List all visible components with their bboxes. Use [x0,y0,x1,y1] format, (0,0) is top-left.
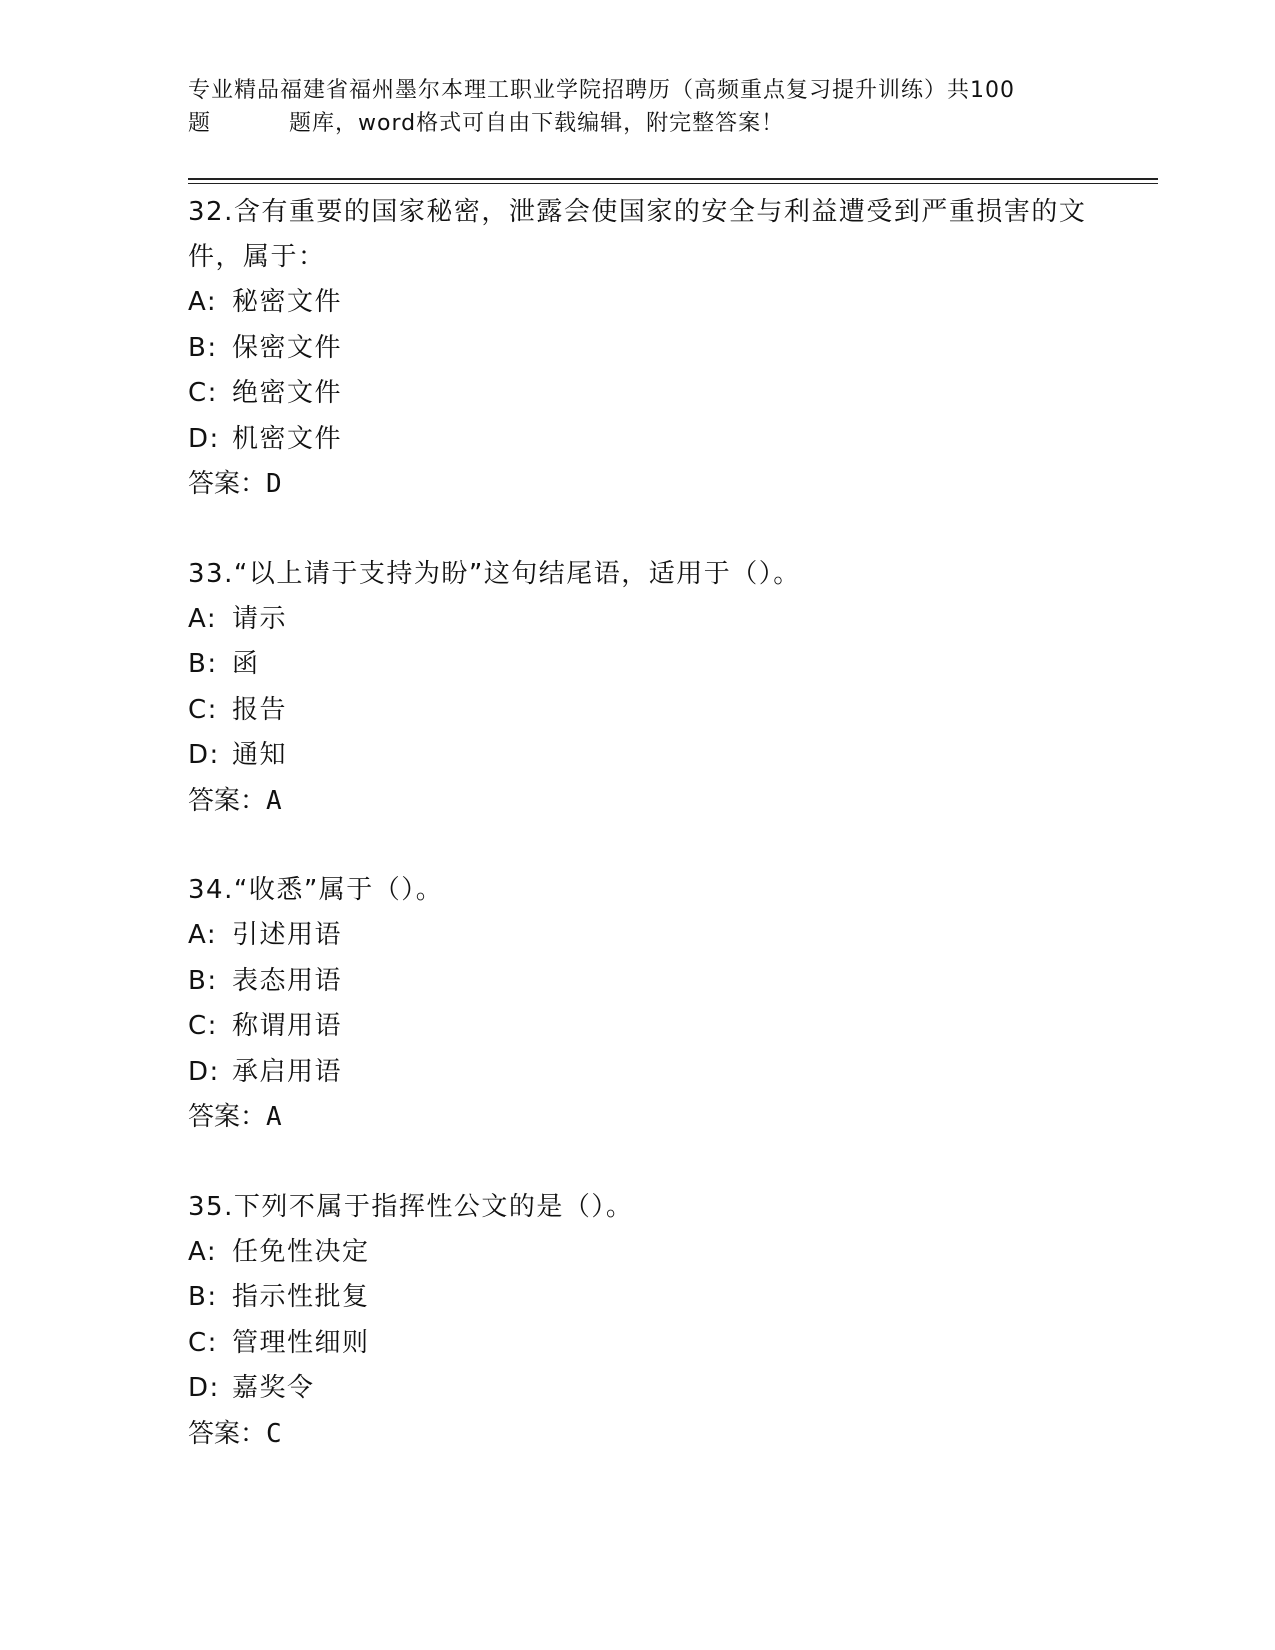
option-text: 函 [232,649,260,679]
option-letter: B: [188,332,218,363]
answer-line [188,1095,1088,1141]
option-d [188,1050,1088,1096]
answer-line [188,462,1088,508]
option-letter: A: [188,920,218,950]
option-letter: C: [188,694,218,725]
option-d [188,417,1088,463]
option-text: 请示 [232,603,288,634]
answer-label: 答案： [188,469,267,499]
option-letter: B: [188,1282,218,1312]
option-letter: C: [188,1327,218,1358]
question-stem: 35.下列不属于指挥性公文的是（）。 [188,1191,634,1222]
question-stem: 33.“以上请于支持为盼”这句结尾语，适用于（）。 [188,558,801,589]
option-c [188,1004,1088,1050]
option-b [188,326,1088,372]
option-text: 报告 [232,694,288,725]
option-letter: A: [188,1236,218,1267]
answer-label: 答案： [188,1418,267,1449]
option-text: 管理性细则 [232,1327,370,1358]
option-letter: B: [188,649,218,679]
question-33 [188,552,1088,825]
question-stem: 32.含有重要的国家秘密，泄露会使国家的安全与利益遭受到严重损害的文件，属于： [188,197,1087,272]
option-letter: B: [188,965,218,996]
option-text: 通知 [232,740,288,770]
option-text: 绝密文件 [232,378,343,408]
answer-value: A [266,1102,282,1132]
question-35 [188,1185,1088,1458]
option-letter: A: [188,603,218,634]
option-text: 指示性批复 [232,1282,370,1312]
option-c [188,688,1088,734]
question-34 [188,868,1088,1141]
option-d [188,733,1088,779]
option-d [188,1366,1088,1412]
option-text: 称谓用语 [232,1011,343,1041]
option-a [188,913,1088,959]
option-letter: D: [188,1056,220,1087]
option-letter: C: [188,1011,218,1041]
option-letter: D: [188,423,220,454]
option-a [188,1230,1088,1276]
option-text: 嘉奖令 [232,1373,315,1403]
option-a [188,280,1088,326]
option-text: 机密文件 [232,423,343,454]
option-c [188,1321,1088,1367]
answer-value: A [266,785,282,816]
option-text: 引述用语 [232,920,343,950]
answer-line [188,779,1088,825]
question-list [188,190,1088,1501]
option-text: 秘密文件 [232,287,343,317]
header-line2-left: 题 [188,111,212,136]
header-title-line2 [188,107,1088,140]
answer-value: D [266,469,282,499]
header-divider-thin [188,183,1158,184]
header-line2-right: 题库，word格式可自由下载编辑，附完整答案！ [289,111,785,136]
option-letter: C: [188,378,218,408]
option-letter: D: [188,1373,220,1403]
option-b [188,642,1088,688]
header-title-line1: 专业精品福建省福州墨尔本理工职业学院招聘历（高频重点复习提升训练）共100 [188,78,1015,103]
option-text: 保密文件 [232,332,343,363]
answer-value: C [266,1418,282,1449]
option-a [188,597,1088,643]
option-b [188,959,1088,1005]
option-text: 表态用语 [232,965,343,996]
option-text: 任免性决定 [232,1236,370,1267]
option-text: 承启用语 [232,1056,343,1087]
option-letter: D: [188,740,220,770]
header-divider-thick [188,178,1158,180]
question-stem: 34.“收悉”属于（）。 [188,875,444,905]
option-b [188,1275,1088,1321]
question-32 [188,190,1088,508]
option-c [188,371,1088,417]
document-header [188,74,1088,140]
answer-label: 答案： [188,785,267,816]
option-letter: A: [188,287,218,317]
answer-line [188,1412,1088,1458]
answer-label: 答案： [188,1102,267,1132]
